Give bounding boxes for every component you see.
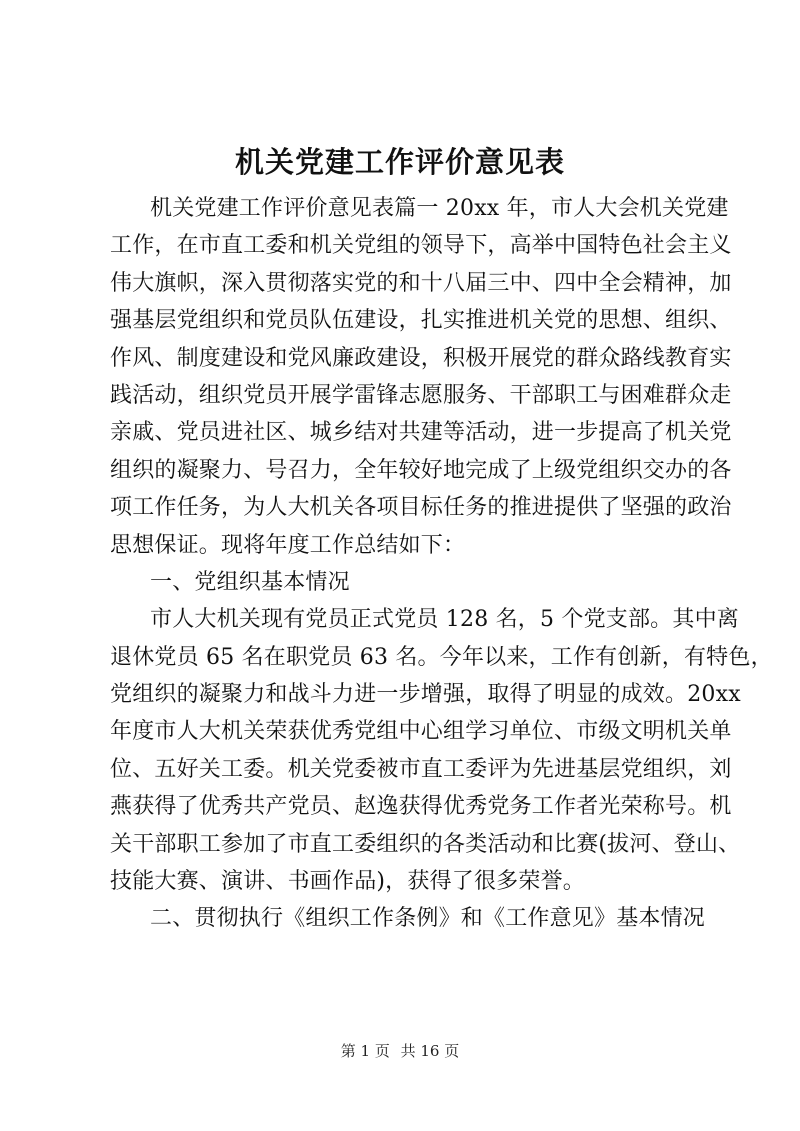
page-number: 第 1 页 <box>340 1042 390 1060</box>
page-footer <box>0 1041 800 1061</box>
paragraph-line: 位、五好关工委。机关党委被市直工委评为先进基层党组织，刘 <box>110 756 732 782</box>
paragraph-line: 践活动，组织党员开展学雷锋志愿服务、干部职工与困难群众走 <box>110 382 732 408</box>
document-title: 机关党建工作评价意见表 <box>234 145 565 179</box>
paragraph-line: 技能大赛、演讲、书画作品)，获得了很多荣誉。 <box>110 869 585 895</box>
section-heading: 二、贯彻执行《组织工作条例》和《工作意见》基本情况 <box>150 906 706 932</box>
paragraph-line: 退休党员 65 名在职党员 63 名。今年以来，工作有创新，有特色， <box>110 644 773 670</box>
paragraph-line: 关干部职工参加了市直工委组织的各类活动和比赛(拔河、登山、 <box>110 831 741 857</box>
paragraph-line: 亲戚、党员进社区、城乡结对共建等活动，进一步提高了机关党 <box>110 420 732 446</box>
paragraph-line: 燕获得了优秀共产党员、赵逸获得优秀党务工作者光荣称号。机 <box>110 794 732 820</box>
paragraph-line: 作风、制度建设和党风廉政建设，积极开展党的群众路线教育实 <box>110 345 732 371</box>
paragraph-line: 工作，在市直工委和机关党组的领导下，高举中国特色社会主义 <box>110 233 732 259</box>
paragraph-line: 党组织的凝聚力和战斗力进一步增强，取得了明显的成效。20xx <box>110 682 741 708</box>
paragraph-line: 年度市人大机关荣获优秀党组中心组学习单位、市级文明机关单 <box>110 719 732 745</box>
paragraph-line: 项工作任务，为人大机关各项目标任务的推进提供了坚强的政治 <box>110 495 732 521</box>
page-total: 共 16 页 <box>400 1042 460 1060</box>
paragraph-line: 思想保证。现将年度工作总结如下： <box>110 532 466 558</box>
paragraph-line: 机关党建工作评价意见表篇一 20xx 年，市人大会机关党建 <box>150 196 729 221</box>
paragraph-line: 组织的凝聚力、号召力，全年较好地完成了上级党组织交办的各 <box>110 457 732 483</box>
section-heading: 一、党组织基本情况 <box>150 569 350 595</box>
document-body <box>110 190 773 938</box>
paragraph-line: 伟大旗帜，深入贯彻落实党的和十八届三中、四中全会精神，加 <box>110 270 732 296</box>
paragraph-line: 市人大机关现有党员正式党员 128 名，5 个党支部。其中离 <box>150 607 739 633</box>
paragraph-line: 强基层党组织和党员队伍建设，扎实推进机关党的思想、组织、 <box>110 308 732 334</box>
